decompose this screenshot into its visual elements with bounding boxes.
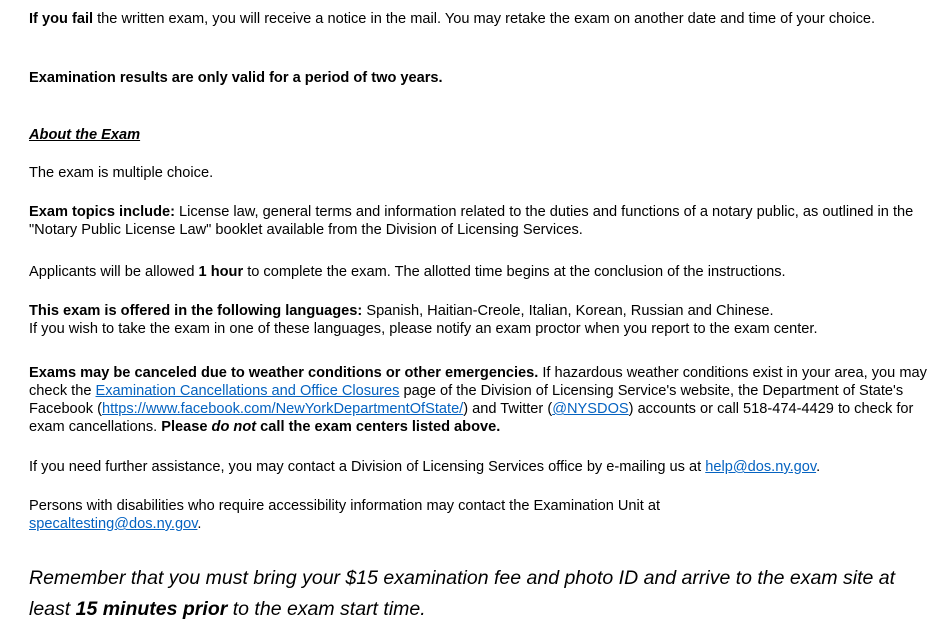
multiple-choice: The exam is multiple choice. [29, 165, 214, 181]
twitter-link[interactable]: @NYSDOS [552, 401, 629, 417]
exam-topics-text: License law, general terms and information related to the duties and functions of a notary public, as outlined in the "Notary Public License Law" booklet available from the Division of Licensing Services. [29, 204, 914, 238]
assistance-end: . [816, 459, 821, 475]
weather-bold-2: call the exam centers listed above. [256, 419, 501, 435]
weather-text-4: ) accounts or call 518-474-4429 to check for exam cancellations. [29, 401, 914, 435]
reminder-before: Remember that you must bring your $15 examination fee and photo ID and arrive to the exam site at least [29, 567, 896, 620]
exam-topics-lead: Exam topics include: [29, 204, 175, 220]
reminder-bold: 15 minutes prior [75, 598, 228, 620]
weather-lead: Exams may be canceled due to weather conditions or other emergencies. [29, 365, 539, 381]
exam-time-before: Applicants will be allowed [29, 264, 199, 280]
languages [29, 302, 929, 338]
exam-time-bold: 1 hour [198, 264, 244, 280]
reminder-after: to the exam start time. [227, 598, 426, 620]
valid-notice-text: Examination results are only valid for a period of two years. [29, 70, 443, 86]
about-heading-text: About the Exam [29, 127, 141, 143]
reminder [29, 563, 939, 625]
assistance-text: If you need further assistance, you may contact a Division of Licensing Services office by e-mailing us at [29, 459, 706, 475]
testing-email-link[interactable]: specaltesting@dos.ny.gov [29, 516, 198, 532]
disabilities [29, 497, 749, 533]
disabilities-end: . [197, 516, 202, 532]
languages-note: If you wish to take the exam in one of these languages, please notify an exam proctor when you report to the exam center. [29, 321, 818, 337]
languages-lead: This exam is offered in the following languages: [29, 303, 363, 319]
assistance [29, 458, 929, 476]
weather-text-3: ) and Twitter ( [463, 401, 553, 417]
exam-time [29, 263, 929, 281]
exam-topics [29, 203, 929, 239]
cancellations-link[interactable]: Examination Cancellations and Office Closures [95, 383, 400, 399]
weather-text-2: page of the Division of Licensing Service's website, the Department of State's Facebook ( [29, 383, 904, 417]
valid-notice [29, 69, 929, 87]
fail-notice [29, 10, 929, 28]
facebook-link[interactable]: https://www.facebook.com/NewYorkDepartmentOfState/ [102, 401, 464, 417]
weather-bold-1: Please [161, 419, 212, 435]
fail-notice-text: the written exam, you will receive a notice in the mail. You may retake the exam on another date and time of your choice. [93, 11, 876, 27]
fail-notice-lead: If you fail [29, 11, 94, 27]
weather-notice [29, 364, 929, 436]
help-email-link[interactable]: help@dos.ny.gov [705, 459, 817, 475]
languages-list: Spanish, Haitian-Creole, Italian, Korean, Russian and Chinese. [362, 303, 774, 319]
weather-bold-italic: do not [211, 419, 257, 435]
about-heading [29, 126, 929, 144]
exam-time-after: to complete the exam. The allotted time begins at the conclusion of the instructions. [243, 264, 786, 280]
disabilities-text: Persons with disabilities who require accessibility information may contact the Examination Unit at [29, 498, 661, 514]
weather-text-1: If hazardous weather conditions exist in your area, you may check the [29, 365, 927, 399]
